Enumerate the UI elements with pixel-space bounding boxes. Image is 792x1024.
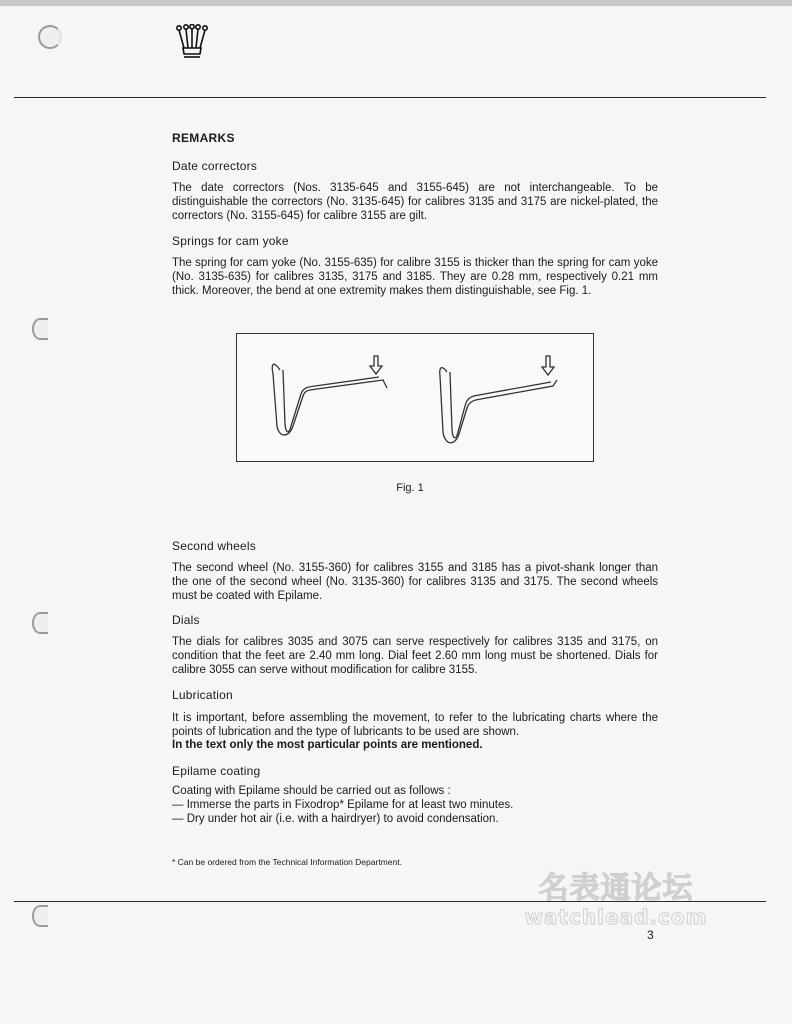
footnote: * Can be ordered from the Technical Information Department. bbox=[172, 857, 402, 867]
watermark-line-1: 名表通论坛 bbox=[538, 871, 694, 906]
section-body-springs: The spring for cam yoke (No. 3155-635) for calibre 3155 is thicker than the spring for cam yoke (No. 3135-635) for calibres 3135, 3175 and 3185. They are 0.28 mm, respectively 0.21 mm thick. Moreover, the bend at one extremity makes them distinguishable, see Fig. 1. bbox=[172, 257, 658, 297]
arrow-down-icon bbox=[370, 356, 382, 374]
section-body-second-wheels: The second wheel (No. 3155-360) for calibres 3155 and 3185 has a pivot-shank longer than the one of the second wheel (No. 3135-360) for calibres 3135 and 3175. The second wheels must be coated with Epilame. bbox=[172, 562, 658, 602]
section-title-lubrication: Lubrication bbox=[172, 688, 233, 702]
epilame-step-1: — Immerse the parts in Fixodrop* Epilame for at least two minutes. bbox=[172, 799, 514, 811]
scan-top-edge bbox=[0, 0, 792, 6]
binder-hole-icon bbox=[38, 25, 62, 49]
arrow-down-icon bbox=[542, 356, 554, 375]
page-title: REMARKS bbox=[172, 131, 235, 145]
watermark bbox=[516, 872, 716, 928]
header-rule bbox=[14, 97, 766, 98]
binder-hole-icon bbox=[32, 905, 48, 927]
section-title-date-correctors: Date correctors bbox=[172, 159, 258, 173]
epilame-intro: Coating with Epilame should be carried out as follows : bbox=[172, 785, 451, 797]
section-title-epilame: Epilame coating bbox=[172, 764, 261, 778]
section-title-springs: Springs for cam yoke bbox=[172, 234, 289, 248]
section-body-lubrication: It is important, before assembling the movement, to refer to the lubricating charts where the points of lubrication and the type of lubricants to be used are shown. bbox=[172, 712, 658, 738]
section-title-second-wheels: Second wheels bbox=[172, 539, 256, 553]
spring-3135-outline bbox=[272, 364, 387, 435]
spring-3155-outline bbox=[440, 368, 557, 443]
figure-springs bbox=[236, 333, 594, 462]
watermark-line-2: watchlead.com bbox=[524, 905, 708, 929]
crown-logo-icon bbox=[175, 24, 209, 62]
spring-drawings bbox=[237, 334, 593, 461]
binder-hole-icon bbox=[32, 318, 48, 340]
figure-caption: Fig. 1 bbox=[396, 482, 424, 494]
binder-hole-icon bbox=[32, 612, 48, 634]
footer-rule bbox=[14, 901, 766, 902]
lubrication-note: In the text only the most particular points are mentioned. bbox=[172, 739, 483, 751]
section-body-dials: The dials for calibres 3035 and 3075 can serve respectively for calibres 3135 and 3175, on condition that the feet are 2.40 mm long. Dial feet 2.60 mm long must be shortened. Dials for calibre 3055 can serve without modification for calibre 3155. bbox=[172, 636, 658, 676]
page-number: 3 bbox=[647, 928, 654, 942]
section-title-dials: Dials bbox=[172, 613, 200, 627]
section-body-date-correctors: The date correctors (Nos. 3135-645 and 3155-645) are not interchangeable. To be distinguishable the correctors (No. 3135-645) for calibres 3135 and 3175 are nickel-plated, the correctors (No. 3155-645) for calibre 3155 are gilt. bbox=[172, 182, 658, 222]
epilame-step-2: — Dry under hot air (i.e. with a hairdryer) to avoid condensation. bbox=[172, 813, 499, 825]
